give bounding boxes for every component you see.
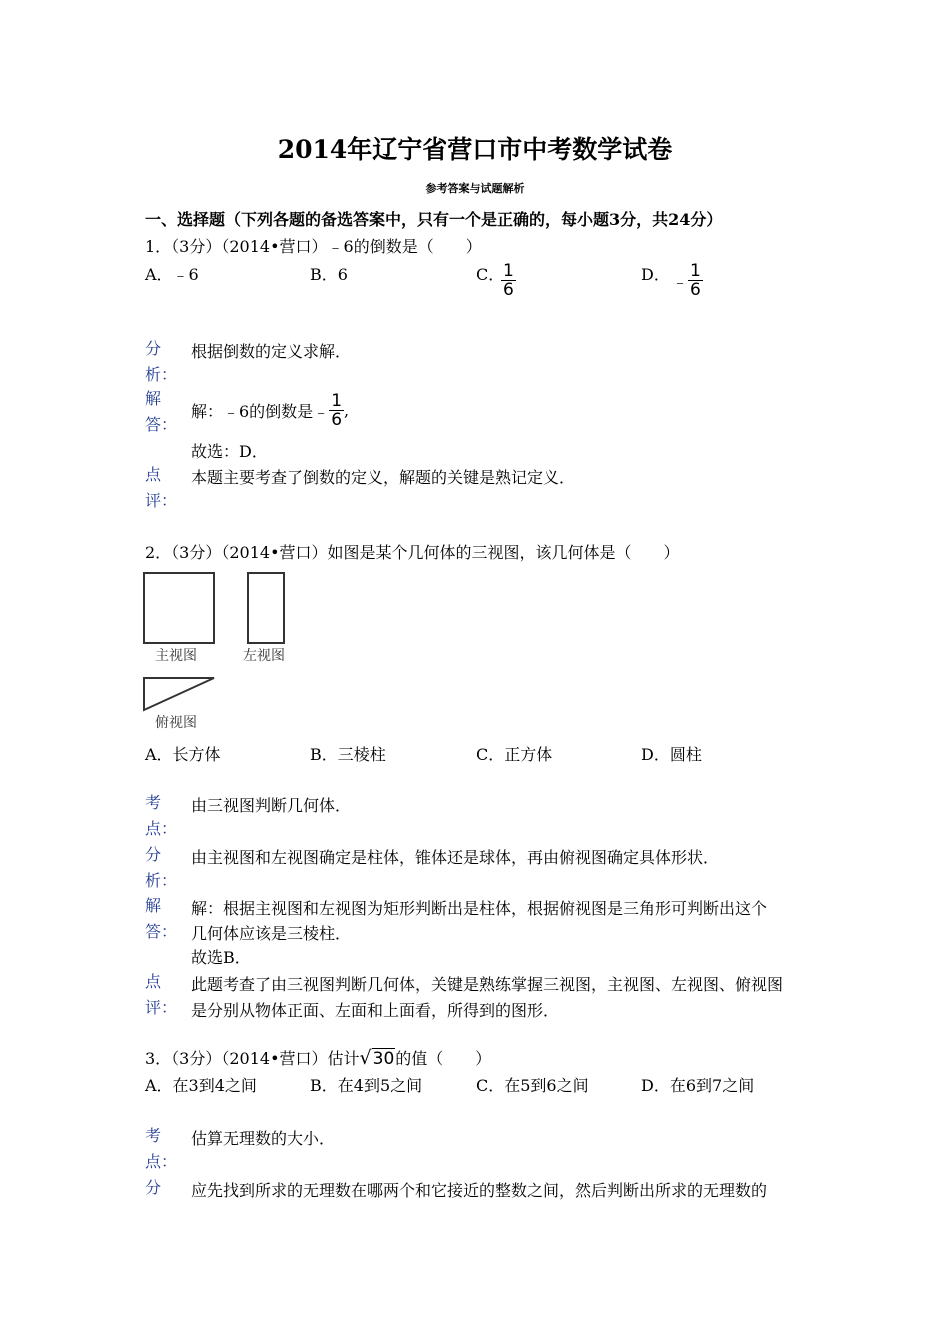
- fraction-numerator: 1: [503, 261, 514, 281]
- q1-option-c-fraction: [501, 262, 516, 299]
- q3-analysis-label: 分: [145, 1178, 162, 1197]
- q1-option-d-label: D．: [641, 265, 670, 284]
- q1-comment: 本题主要考查了倒数的定义，解题的关键是熟记定义．: [191, 468, 576, 487]
- q2-solution-line2: 几何体应该是三棱柱．: [191, 924, 352, 943]
- q1-analysis-label: 分 析：: [145, 339, 178, 384]
- q3-option-a: A．在3到4之间: [145, 1076, 257, 1095]
- q1-solution: 解：﹣6的倒数是﹣ $\frac{1}{6}$ ,: [191, 391, 350, 430]
- page-subtitle: 参考答案与试题解析: [425, 182, 525, 195]
- q3-point-label: 考 点：: [145, 1126, 178, 1171]
- q1-solution-label: 解 答：: [145, 389, 178, 434]
- square-root: √30: [359, 1047, 395, 1069]
- q3-analysis: 应先找到所求的无理数在哪两个和它接近的整数之间，然后判断出所求的无理数的: [191, 1181, 768, 1200]
- q1-option-d-fraction: [672, 262, 703, 299]
- q2-comment-line2: 是分别从物体正面、左面和上面看，所得到的图形．: [191, 1001, 560, 1020]
- q2-comment-label: 点 评：: [145, 972, 178, 1017]
- front-view-square: [144, 573, 214, 643]
- q3-point: 估算无理数的大小．: [191, 1129, 336, 1148]
- q2-solution-line1: 解：根据主视图和左视图为矩形判断出是柱体，根据俯视图是三角形可判断出这个: [191, 899, 768, 918]
- q2-option-d: D．圆柱: [641, 745, 702, 764]
- q1-choice: 故选：D．: [191, 442, 268, 461]
- q2-option-a: A．长方体: [145, 745, 221, 764]
- fraction-numerator: 1: [690, 261, 701, 281]
- q1-stem: 1．（3分）（2014•营口）﹣6的倒数是（ ）: [145, 237, 482, 256]
- fraction-denominator: 6: [503, 280, 514, 300]
- q2-analysis-label: 分 析：: [145, 845, 178, 890]
- top-view-triangle: [144, 678, 214, 710]
- q2-analysis: 由主视图和左视图确定是柱体，锥体还是球体，再由俯视图确定具体形状．: [191, 848, 720, 867]
- q2-comment-line1: 此题考查了由三视图判断几何体，关键是熟练掌握三视图，主视图、左视图、俯视图: [191, 975, 784, 994]
- q2-stem: 2．（3分）（2014•营口）如图是某个几何体的三视图，该几何体是（ ）: [145, 543, 680, 562]
- q3-stem: 3．（3分）（2014•营口）估计√30的值（ ）: [145, 1047, 492, 1069]
- caption-left-view: 左视图: [243, 648, 285, 664]
- q2-point-label: 考 点：: [145, 793, 178, 838]
- caption-front-view: 主视图: [155, 648, 197, 664]
- q2-choice: 故选B．: [191, 948, 251, 967]
- q1-analysis: 根据倒数的定义求解．: [191, 342, 352, 361]
- q1-option-c-label: C．: [476, 265, 505, 284]
- caption-top-view: 俯视图: [155, 715, 197, 731]
- q1-option-a: A．﹣6: [145, 265, 199, 284]
- left-view-rectangle: [248, 573, 284, 643]
- fraction-denominator: 6: [690, 280, 701, 300]
- q1-comment-label: 点 评：: [145, 465, 178, 510]
- q3-option-b: B．在4到5之间: [310, 1076, 423, 1095]
- q3-option-d: D．在6到7之间: [641, 1076, 755, 1095]
- section-heading: 一、选择题（下列各题的备选答案中，只有一个是正确的，每小题3分，共24分）: [145, 210, 723, 229]
- q2-point: 由三视图判断几何体．: [191, 796, 352, 815]
- q2-option-c: C．正方体: [476, 745, 553, 764]
- q2-solution-label: 解 答：: [145, 896, 178, 941]
- q3-option-c: C．在5到6之间: [476, 1076, 589, 1095]
- page-title: 2014年辽宁省营口市中考数学试卷: [277, 135, 673, 164]
- minus-sign: ﹣: [672, 272, 689, 291]
- q2-option-b: B．三棱柱: [310, 745, 386, 764]
- q1-option-b: B．6: [310, 265, 348, 284]
